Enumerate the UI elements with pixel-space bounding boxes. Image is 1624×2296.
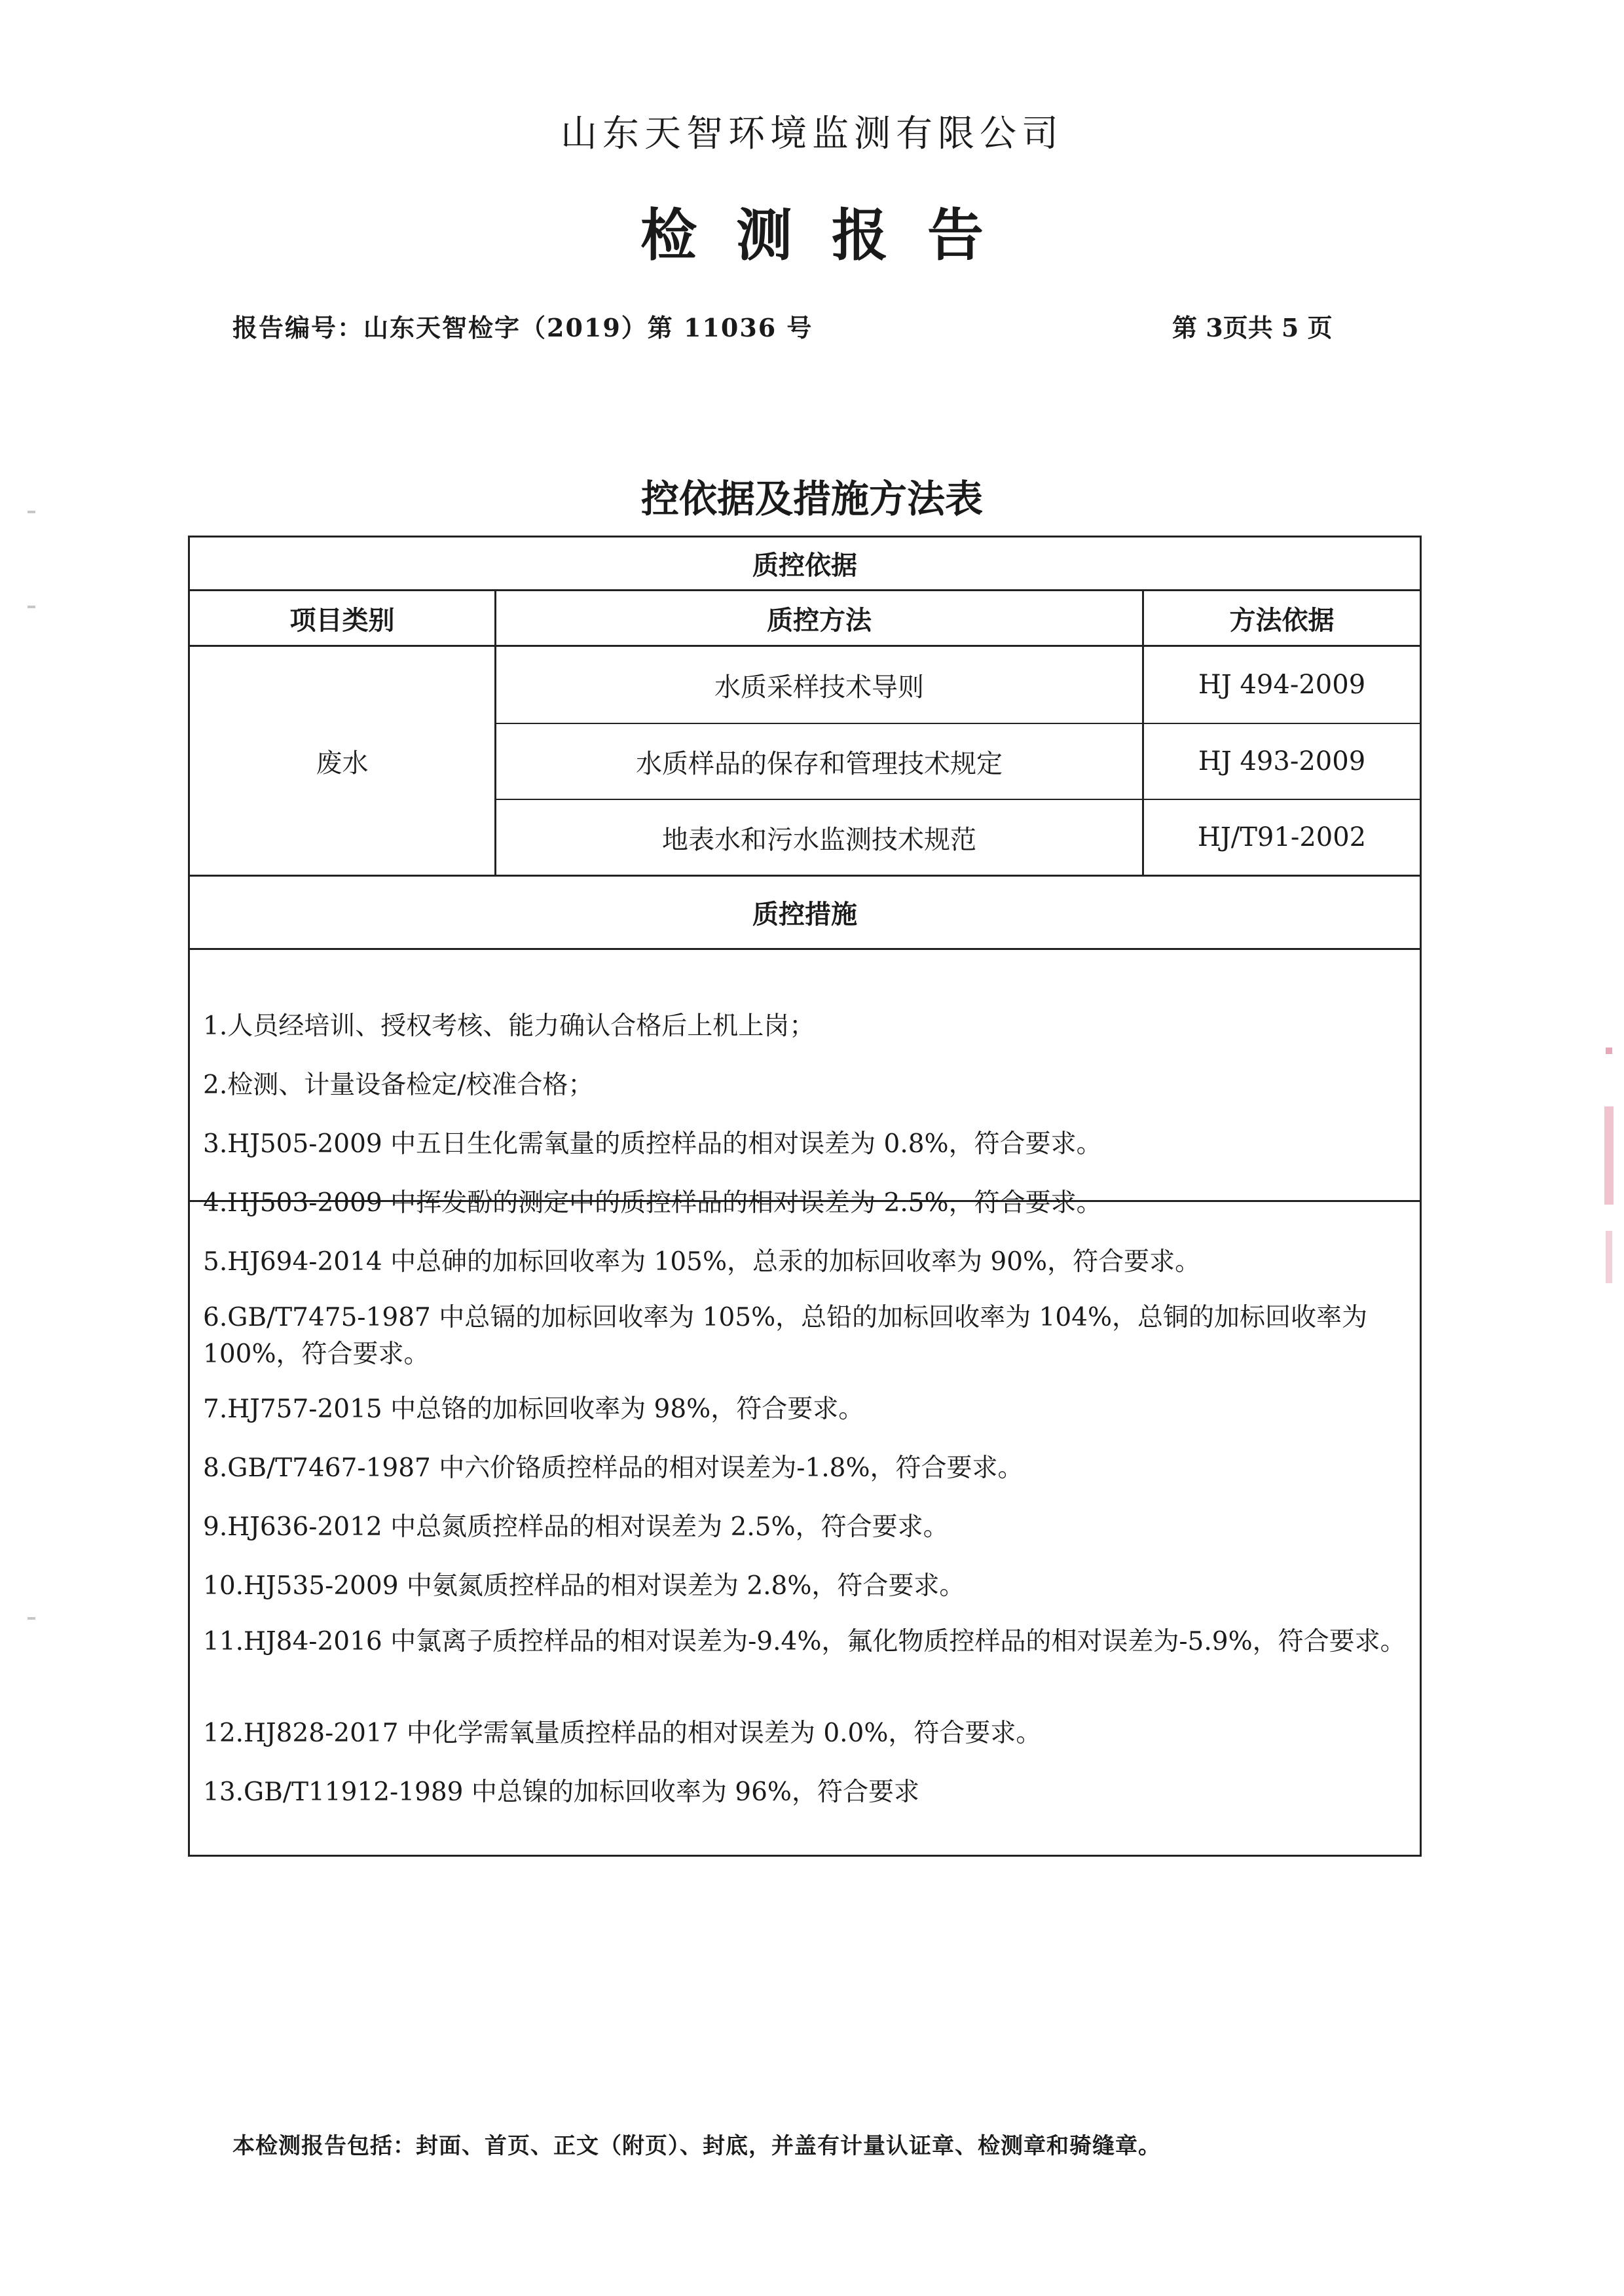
list-item: 12.HJ828-2017 中化学需氧量质控样品的相对误差为 0.0%，符合要求。 bbox=[203, 1719, 1042, 1748]
list-item: 5.HJ694-2014 中总砷的加标回收率为 105%，总汞的加标回收率为 90%，符合要求。 bbox=[203, 1247, 1201, 1277]
qc-basis-section-label: 质控依据 bbox=[752, 550, 857, 581]
scan-mark bbox=[28, 606, 35, 608]
column-header-category: 项目类别 bbox=[289, 604, 395, 636]
page-number: 第 3页共 5 页 bbox=[1172, 313, 1333, 342]
list-item: 13.GB/T11912-1989 中总镍的加标回收率为 96%，符合要求 bbox=[203, 1777, 919, 1807]
list-item: 10.HJ535-2009 中氨氮质控样品的相对误差为 2.8%，符合要求。 bbox=[203, 1571, 965, 1601]
seal-edge-mark bbox=[1606, 1048, 1612, 1054]
category-cell: 废水 bbox=[316, 748, 369, 778]
method-cell: 水质采样技术导则 bbox=[714, 672, 924, 702]
basis-cell: HJ 493-2009 bbox=[1198, 746, 1366, 776]
method-cell: 水质样品的保存和管理技术规定 bbox=[636, 748, 1003, 779]
basis-cell: HJ/T91-2002 bbox=[1197, 822, 1367, 852]
report-title: 检测报告 bbox=[640, 202, 1023, 268]
list-item: 8.GB/T7467-1987 中六价铬质控样品的相对误差为-1.8%，符合要求。 bbox=[203, 1453, 1024, 1483]
list-item: 7.HJ757-2015 中总铬的加标回收率为 98%，符合要求。 bbox=[203, 1394, 864, 1424]
column-header-method: 质控方法 bbox=[767, 604, 872, 636]
footer-note: 本检测报告包括：封面、首页、正文（附页）、封底，并盖有计量认证章、检测章和骑缝章。 bbox=[232, 2133, 1161, 2159]
scan-mark bbox=[28, 1617, 35, 1620]
table-title: 控依据及措施方法表 bbox=[640, 477, 983, 521]
list-item: 3.HJ505-2009 中五日生化需氧量的质控样品的相对误差为 0.8%，符合要求。 bbox=[203, 1129, 1102, 1159]
list-item: 1.人员经培训、授权考核、能力确认合格后上机上岗； bbox=[203, 1011, 815, 1041]
qc-measures-section-label: 质控措施 bbox=[752, 899, 857, 930]
list-item: 9.HJ636-2012 中总氮质控样品的相对误差为 2.5%，符合要求。 bbox=[203, 1512, 949, 1542]
seal-edge-mark bbox=[1606, 1231, 1612, 1283]
report-number: 报告编号：山东天智检字（2019）第 11036 号 bbox=[232, 313, 813, 342]
method-cell: 地表水和污水监测技术规范 bbox=[662, 824, 976, 855]
scan-mark bbox=[28, 511, 35, 513]
list-item: 6.GB/T7475-1987 中总镉的加标回收率为 105%，总铅的加标回收率为 104%，总铜的加标回收率为 100%，符合要求。 bbox=[203, 1303, 1368, 1369]
seal-edge-mark bbox=[1604, 1106, 1614, 1205]
list-item: 11.HJ84-2016 中氯离子质控样品的相对误差为-9.4%，氟化物质控样品的相对误差为-5.9%，符合要求。 bbox=[203, 1627, 1406, 1656]
basis-cell: HJ 494-2009 bbox=[1198, 670, 1366, 700]
list-item: 2.检测、计量设备检定/校准合格； bbox=[203, 1070, 594, 1100]
list-item: 4.HJ503-2009 中挥发酚的测定中的质控样品的相对误差为 2.5%，符合要求。 bbox=[203, 1188, 1102, 1218]
company-name: 山东天智环境监测有限公司 bbox=[561, 113, 1063, 155]
column-header-basis: 方法依据 bbox=[1229, 604, 1335, 636]
